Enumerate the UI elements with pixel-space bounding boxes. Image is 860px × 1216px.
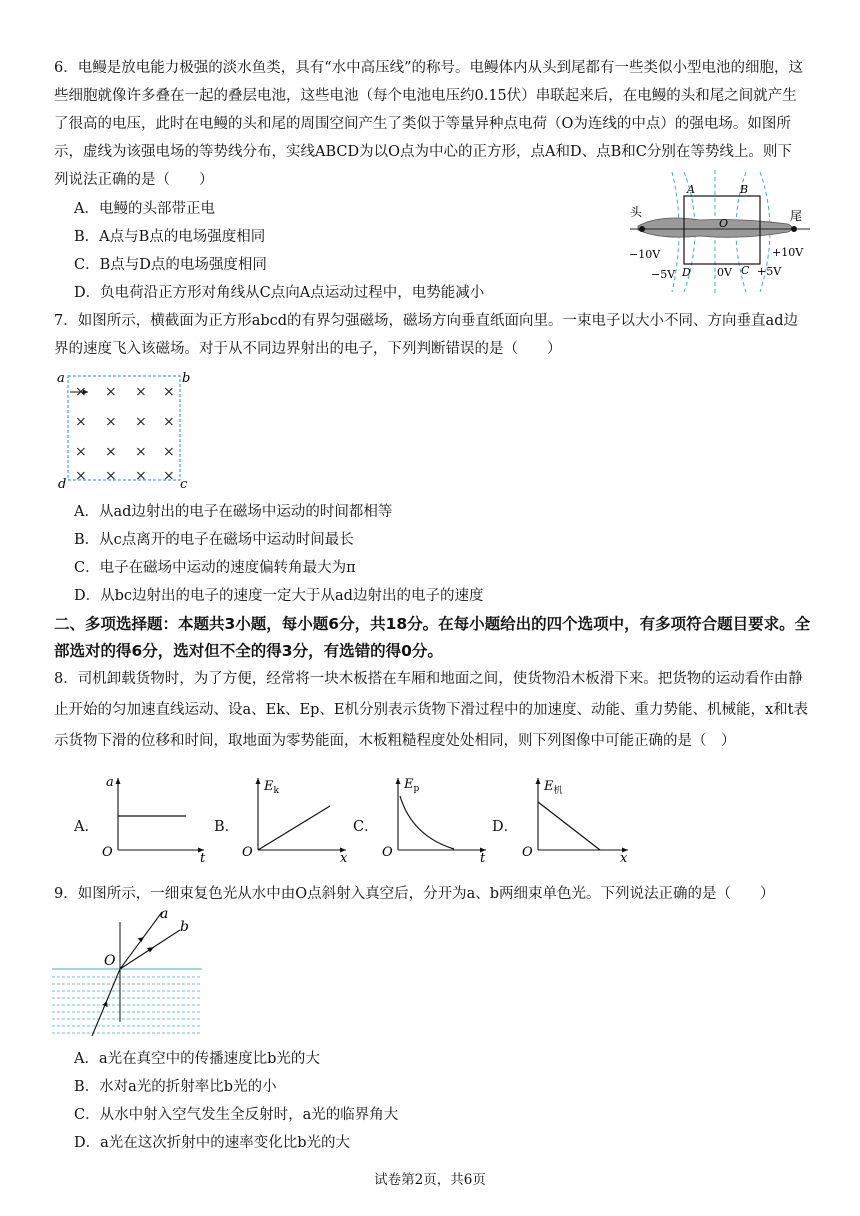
label-B: B xyxy=(740,183,749,196)
q6-option-a: A．电鳗的头部带正电 xyxy=(74,201,215,217)
svg-text:x: x xyxy=(620,851,628,866)
corner-a: a xyxy=(57,371,65,386)
graph-d xyxy=(516,774,636,866)
label-head: 头 xyxy=(630,205,643,219)
page-footer: 试卷第2页，共6页 xyxy=(374,1172,486,1188)
label-p5v: +5V xyxy=(757,265,782,278)
label-m10v: −10V xyxy=(629,248,661,261)
svg-text:O: O xyxy=(104,953,116,969)
svg-text:O: O xyxy=(102,845,113,860)
head-charge xyxy=(639,226,645,232)
label-O: O xyxy=(719,217,729,230)
graph-b-curve xyxy=(258,806,330,850)
q8-label-b: B． xyxy=(214,819,240,835)
field-cross: × xyxy=(105,444,117,460)
field-cross: × xyxy=(105,384,117,400)
graph-b xyxy=(236,774,356,866)
corner-d: d xyxy=(58,477,67,492)
svg-text:O: O xyxy=(522,845,533,860)
svg-text:O: O xyxy=(242,845,253,860)
magnetic-field-figure xyxy=(56,366,196,490)
label-0v: 0V xyxy=(717,266,732,279)
q8-label-c: C． xyxy=(353,819,379,835)
q7-option-a: A．从ad边射出的电子在磁场中运动的时间都相等 xyxy=(74,504,393,520)
field-cross: × xyxy=(75,444,87,460)
q9-stem: 9．如图所示，一细束复色光从水中由O点斜射入真空后，分开为a、b两细束单色光。下列说法正确的是（ ） xyxy=(54,886,775,902)
q9-option-a: A．a光在真空中的传播速度比b光的大 xyxy=(74,1051,320,1067)
svg-text:Ep: $E_p$ xyxy=(404,777,420,794)
field-cross: × xyxy=(105,468,117,484)
refraction-figure xyxy=(52,904,212,1040)
svg-text:E机: $E_机$ xyxy=(544,779,563,796)
field-cross: × xyxy=(135,468,147,484)
graph-d-curve xyxy=(538,802,600,850)
field-cross: × xyxy=(75,384,87,400)
field-cross: × xyxy=(163,468,175,484)
q6-option-b: B．A点与B点的电场强度相同 xyxy=(74,229,266,245)
label-D: D xyxy=(682,266,691,279)
q9-option-c: C．从水中射入空气发生全反射时，a光的临界角大 xyxy=(74,1107,399,1123)
q6-option-c: C．B点与D点的电场强度相同 xyxy=(74,257,267,273)
q8-stem: 8．司机卸载货物时，为了方便，经常将一块木板搭在车厢和地面之间，使货物沿木板滑下来。把货物的运动看作由静止开始的匀加速直线运动、设a、Ek、Ep、E机分别表示货物下滑过程中的加速度、动能、重力势能、机械能，x和t表示货物下滑的位移和时间，取地面为零势能面，木板粗糙程度处处相同，则下列图像中可能正确的是（ ） xyxy=(54,671,808,749)
eel-body xyxy=(638,218,792,237)
q9-option-d: D．a光在这次折射中的速率变化比b光的大 xyxy=(74,1135,351,1151)
field-cross: × xyxy=(105,414,117,430)
svg-text:x: x xyxy=(340,851,348,866)
q7-option-d: D．从bc边射出的电子的速度一定大于从ad边射出的电子的速度 xyxy=(74,588,484,604)
svg-text:t: t xyxy=(200,851,206,866)
graph-a xyxy=(96,774,216,866)
label-m5v: −5V xyxy=(651,268,676,281)
corner-b: b xyxy=(182,371,191,386)
q7-option-c: C．电子在磁场中运动的速度偏转角最大为π xyxy=(74,560,356,576)
label-tail: 尾 xyxy=(790,209,803,223)
eel-field-figure xyxy=(620,168,820,296)
graph-c-curve xyxy=(400,796,454,849)
q8-label-a: A． xyxy=(74,819,99,835)
label-p10v: +10V xyxy=(772,246,804,259)
svg-text:a: a xyxy=(160,906,169,922)
svg-text:Ek: $E_k$ xyxy=(264,779,279,796)
svg-text:O: O xyxy=(382,845,393,860)
section-heading: 二、多项选择题：本题共3小题，每小题6分，共18分。在每小题给出的四个选项中，有多项符合题目要求。全部选对的得6分，选对但不全的得3分，有选错的得0分。 xyxy=(54,615,811,660)
q6-stem: 6．电鳗是放电能力极强的淡水鱼类，具有“水中高压线”的称号。电鳗体内从头到尾都有一些类似小型电池的细胞，这些细胞就像许多叠在一起的叠层电池，这些电池（每个电池电压约0.15伏）串联起来后，在电鳗的头和尾之间就产生了很高的电压，此时在电鳗的头和尾的周围空间产生了类似于等量异种点电荷（O为连线的中点）的强电场。如图所示，虚线为该强电场的等势线分布，实线ABCD为以O点为中心的正方形，点A和D、点B和C分别在等势线上。则下列说法正确的是（ ） xyxy=(54,60,804,188)
graph-c xyxy=(376,774,496,866)
field-cross: × xyxy=(135,444,147,460)
corner-c: c xyxy=(180,477,188,492)
label-A: A xyxy=(687,183,695,196)
field-cross: × xyxy=(135,384,147,400)
field-cross: × xyxy=(75,468,87,484)
field-cross: × xyxy=(163,414,175,430)
svg-text:b: b xyxy=(180,919,189,935)
q7-option-b: B．从c点离开的电子在磁场中运动时间最长 xyxy=(74,532,354,548)
q8-label-d: D． xyxy=(492,819,519,835)
svg-text:a: a xyxy=(106,775,114,790)
field-cross: × xyxy=(135,414,147,430)
field-cross: × xyxy=(75,414,87,430)
label-C: C xyxy=(741,264,750,277)
field-cross: × xyxy=(163,444,175,460)
field-cross: × xyxy=(163,384,175,400)
q7-stem: 7．如图所示，横截面为正方形abcd的有界匀强磁场，磁场方向垂直纸面向里。一束电子以大小不同、方向垂直ad边界的速度飞入该磁场。对于从不同边界射出的电子，下列判断错误的是（ ） xyxy=(54,313,798,357)
svg-text:t: t xyxy=(480,851,486,866)
q6-option-d: D．负电荷沿正方形对角线从C点向A点运动过程中，电势能减小 xyxy=(74,285,485,301)
q9-option-b: B．水对a光的折射率比b光的小 xyxy=(74,1079,277,1095)
tail-charge xyxy=(791,226,797,232)
